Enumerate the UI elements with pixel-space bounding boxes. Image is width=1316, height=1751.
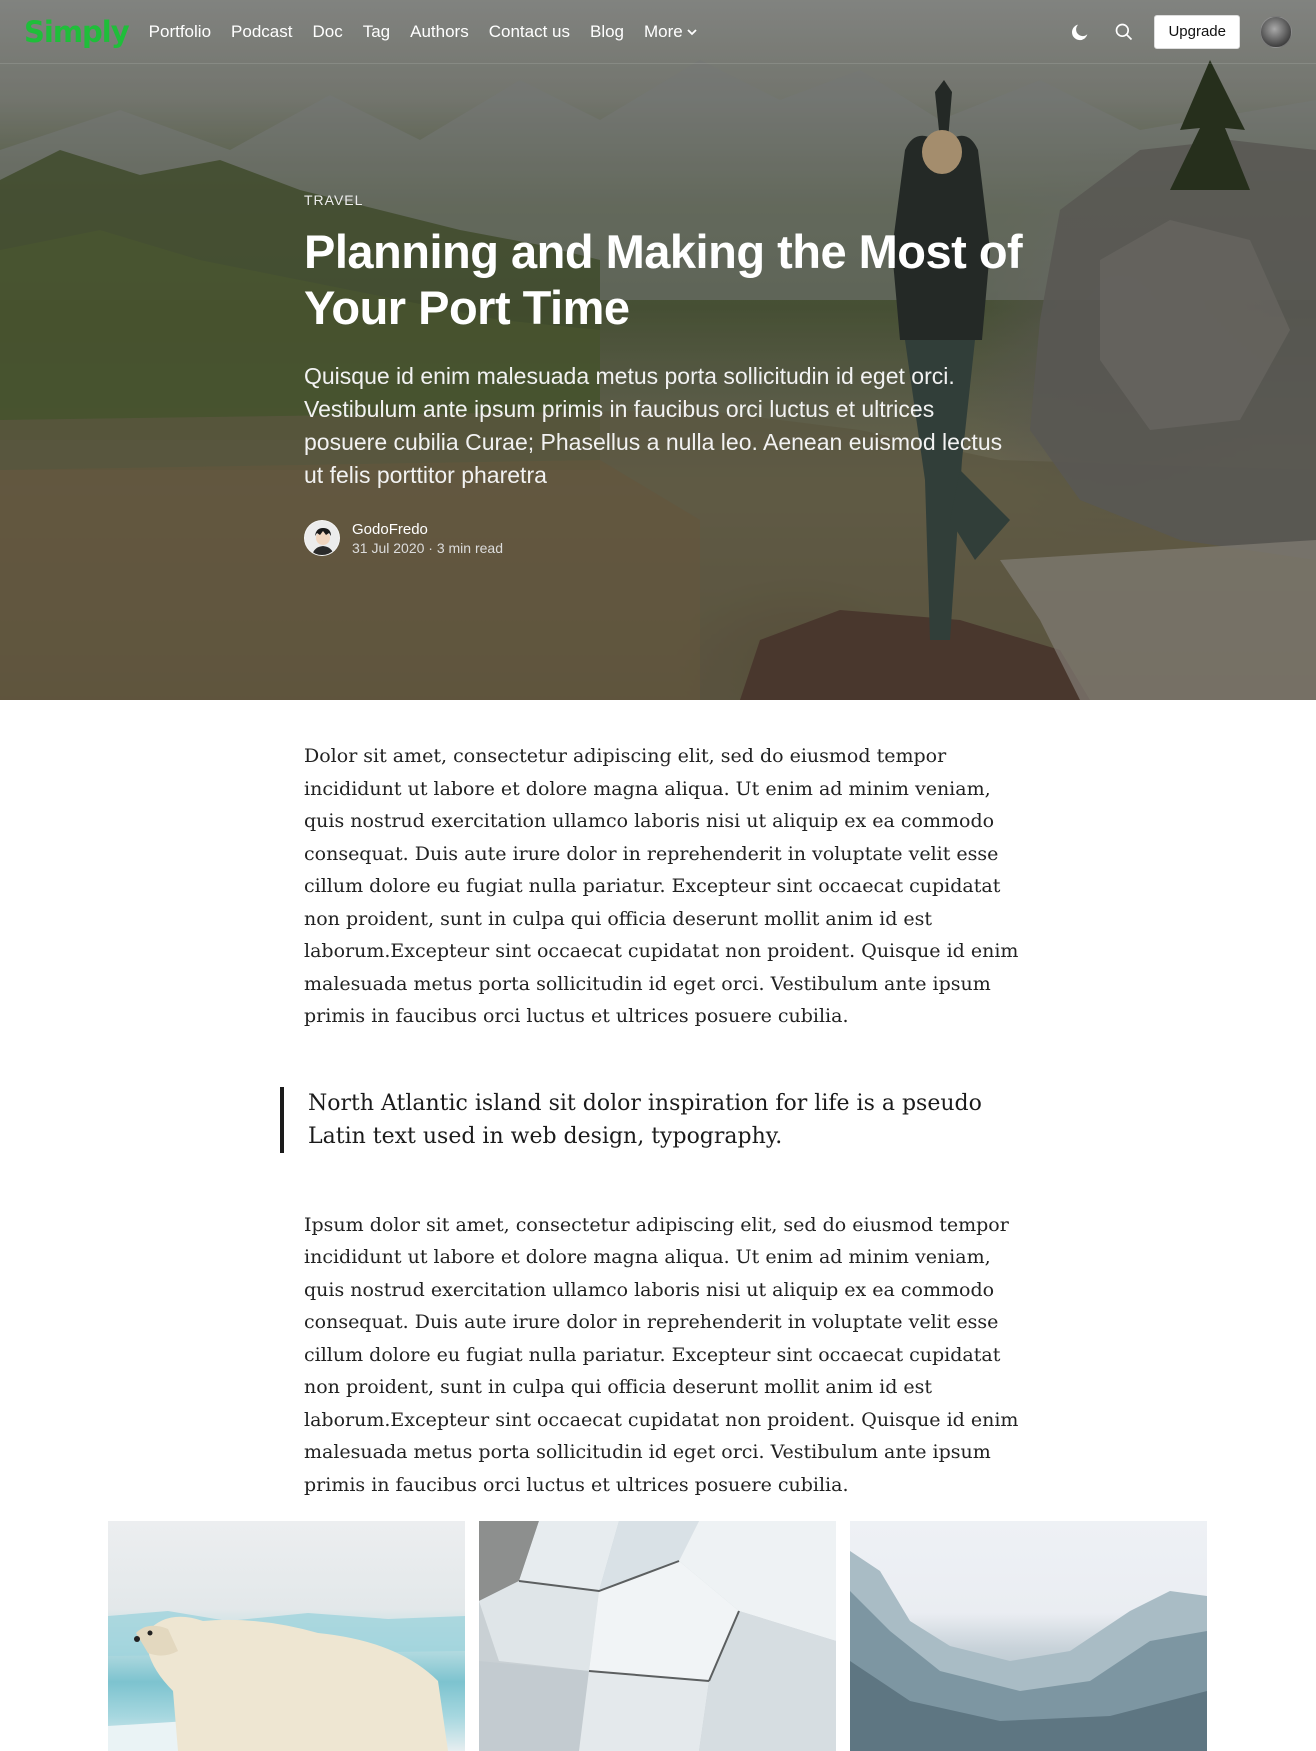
post-category[interactable]: TRAVEL [304, 192, 364, 208]
hero-section [0, 0, 1316, 700]
paragraph: Ipsum dolor sit amet, consectetur adipiscing elit, sed do eiusmod tempor incididunt ut labore et dolore magna aliqua. Ut enim ad minim veniam, quis nostrud exercitation ullamco laboris nisi ut aliquip ex ea commodo consequat. Duis aute irure dolor in reprehenderit in voluptate velit esse cillum dolore eu fugiat nulla pariatur. Excepteur sint occaecat cupidatat non proident, sunt in culpa qui officia deserunt mollit anim id est laborum.Excepteur sint occaecat cupidatat non proident. Quisque id enim malesuada metus porta sollicitudin id eget orci. Vestibulum ante ipsum primis in faucibus orci luctus et ultrices posuere cubilia. [304, 1213, 1019, 1496]
post-meta: 31 Jul 2020 · 3 min read [352, 539, 503, 556]
blockquote: North Atlantic island sit dolor inspiration for life is a pseudo Latin text used in web design, typography. [280, 1087, 1020, 1153]
author-info [352, 521, 503, 556]
gallery-image-polar-bear[interactable] [108, 1521, 465, 1751]
cracked-ice-image [479, 1521, 836, 1751]
nav-link-tag[interactable]: Tag [362, 21, 391, 41]
nav-more-menu[interactable] [644, 22, 698, 42]
polar-bear-image [108, 1521, 465, 1751]
search-icon [1114, 22, 1134, 42]
post-title: Planning and Making the Most of Your Port Time [304, 225, 1023, 334]
nav-link-doc[interactable]: Doc [312, 21, 343, 41]
post-header [304, 192, 1024, 556]
author-avatar-icon [305, 521, 340, 556]
upgrade-button[interactable]: Upgrade [1154, 15, 1240, 49]
nav-link-contact[interactable]: Contact us [488, 21, 570, 41]
nav-link-authors[interactable]: Authors [410, 21, 469, 41]
nav-actions [1066, 15, 1292, 49]
nav-link-podcast[interactable]: Podcast [231, 21, 293, 41]
author-row [304, 520, 1024, 556]
avatar[interactable] [1260, 16, 1292, 48]
author-avatar[interactable] [304, 520, 340, 556]
nav-link-blog[interactable]: Blog [589, 21, 625, 41]
dark-mode-toggle[interactable] [1066, 18, 1094, 46]
top-nav [0, 0, 1316, 64]
paragraph: Dolor sit amet, consectetur adipiscing elit, sed do eiusmod tempor incididunt ut labore et dolore magna aliqua. Ut enim ad minim veniam, quis nostrud exercitation ullamco laboris nisi ut aliquip ex ea commodo consequat. Duis aute irure dolor in reprehenderit in voluptate velit esse cillum dolore eu fugiat nulla pariatur. Excepteur sint occaecat cupidatat non proident, sunt in culpa qui officia deserunt mollit anim id est laborum.Excepteur sint occaecat cupidatat non proident. Quisque id enim malesuada metus porta sollicitudin id eget orci. Vestibulum ante ipsum primis in faucibus orci luctus et ultrices posuere cubilia. [304, 745, 1019, 1027]
image-gallery [108, 1521, 1207, 1751]
chevron-down-icon [686, 26, 698, 38]
author-name[interactable]: GodoFredo [352, 520, 428, 538]
post-body [304, 740, 1020, 1501]
nav-links [149, 22, 698, 42]
gallery-image-glacier[interactable] [850, 1521, 1207, 1751]
moon-icon [1069, 21, 1091, 43]
nav-link-more: More [644, 21, 683, 41]
post-excerpt: Quisque id enim malesuada metus porta sollicitudin id eget orci. Vestibulum ante ipsum primis in faucibus orci luctus et ultrices posuere cubilia Curae; Phasellus a nulla leo. Aenean euismod lectus ut felis porttitor pharetra [304, 363, 1003, 488]
nav-link-portfolio[interactable]: Portfolio [148, 21, 212, 41]
gallery-image-ice[interactable] [479, 1521, 836, 1751]
glacier-image [850, 1521, 1207, 1751]
search-button[interactable] [1110, 18, 1138, 46]
site-logo[interactable]: Simply [24, 14, 129, 49]
